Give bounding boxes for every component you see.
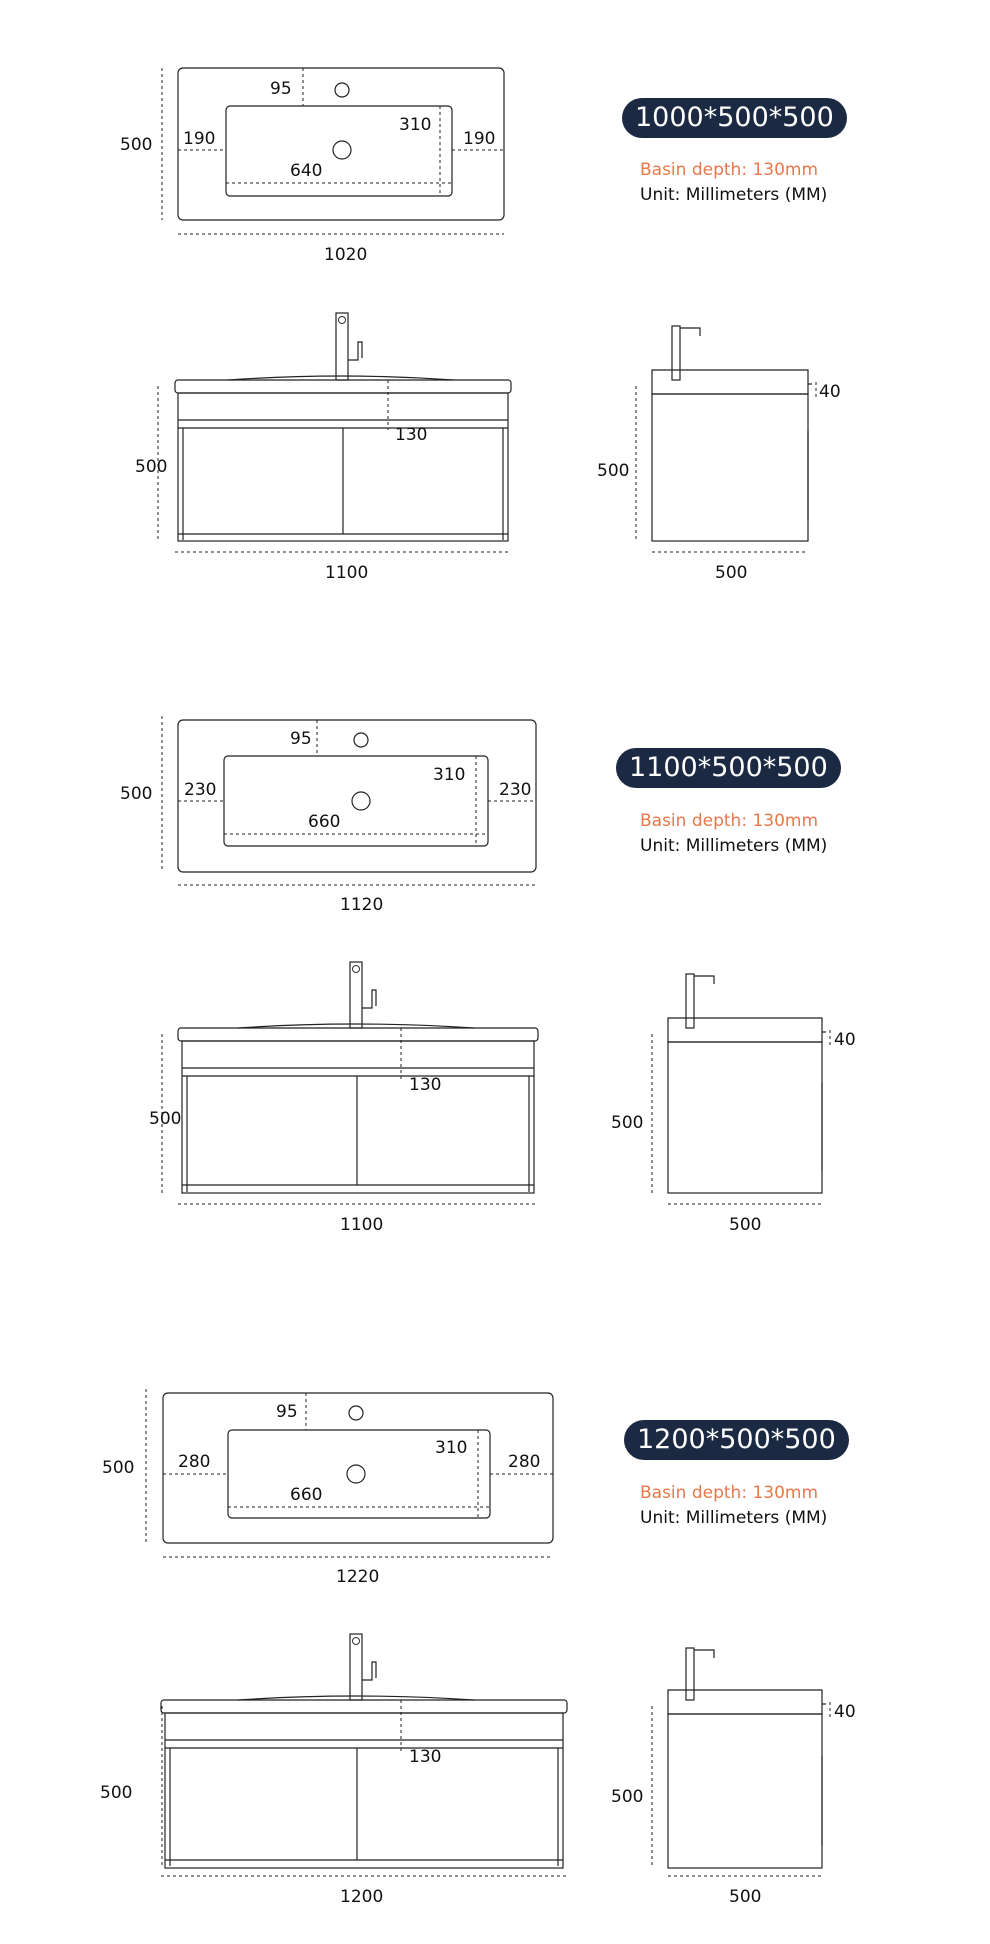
unit-note: Unit: Millimeters (MM) <box>640 185 828 205</box>
front-width-label: 1100 <box>340 1215 384 1235</box>
side-width-label: 500 <box>729 1215 762 1235</box>
side-width-label: 500 <box>715 563 748 583</box>
size-badge: 1000*500*500 <box>622 98 847 138</box>
front-height-label: 500 <box>149 1109 182 1129</box>
basin-depth-note: Basin depth: 130mm <box>640 811 819 831</box>
top-width-label: 1120 <box>340 895 384 915</box>
side-view <box>611 1648 856 1907</box>
top-view <box>102 1389 553 1587</box>
side-top-label: 40 <box>834 1030 856 1050</box>
top-width-label: 1220 <box>336 1567 380 1587</box>
basin-depth-note: Basin depth: 130mm <box>640 160 819 180</box>
top-margin-right-label: 190 <box>463 129 496 149</box>
drain-icon <box>347 1465 365 1483</box>
side-width-label: 500 <box>729 1887 762 1907</box>
tap-offset-label: 95 <box>290 729 312 749</box>
side-height-label: 500 <box>611 1113 644 1133</box>
top-margin-left-label: 280 <box>178 1452 211 1472</box>
side-height-label: 500 <box>611 1787 644 1807</box>
unit-note: Unit: Millimeters (MM) <box>640 1508 828 1528</box>
basin-depth-note: Basin depth: 130mm <box>640 1483 819 1503</box>
size-badge: 1100*500*500 <box>616 748 841 788</box>
top-height-label: 500 <box>120 135 153 155</box>
top-height-label: 500 <box>120 784 153 804</box>
front-width-label: 1200 <box>340 1887 384 1907</box>
front-width-label: 1100 <box>325 563 369 583</box>
top-margin-right-label: 230 <box>499 780 532 800</box>
top-margin-left-label: 230 <box>184 780 217 800</box>
basin-width-label: 640 <box>290 161 323 181</box>
front-height-label: 500 <box>100 1783 133 1803</box>
basin-width-label: 660 <box>290 1485 323 1505</box>
top-margin-left-label: 190 <box>183 129 216 149</box>
front-height-label: 500 <box>135 457 168 477</box>
top-width-label: 1020 <box>324 245 368 265</box>
size-badge: 1200*500*500 <box>624 1420 849 1460</box>
basin-depth-label: 310 <box>435 1438 468 1458</box>
tap-offset-label: 95 <box>270 79 292 99</box>
tap-offset-label: 95 <box>276 1402 298 1422</box>
top-height-label: 500 <box>102 1458 135 1478</box>
basin-width-label: 660 <box>308 812 341 832</box>
front-depth-label: 130 <box>409 1747 442 1767</box>
tap-hole-icon <box>349 1406 363 1420</box>
side-faucet-icon <box>686 1648 694 1700</box>
basin-depth-label: 310 <box>399 115 432 135</box>
side-height-label: 500 <box>597 461 630 481</box>
front-depth-label: 130 <box>409 1075 442 1095</box>
side-top-label: 40 <box>834 1702 856 1722</box>
basin-depth-label: 310 <box>433 765 466 785</box>
faucet-icon <box>350 1634 362 1700</box>
side-top-label: 40 <box>819 382 841 402</box>
front-view <box>100 1634 567 1907</box>
top-margin-right-label: 280 <box>508 1452 541 1472</box>
front-depth-label: 130 <box>395 425 428 445</box>
unit-note: Unit: Millimeters (MM) <box>640 836 828 856</box>
